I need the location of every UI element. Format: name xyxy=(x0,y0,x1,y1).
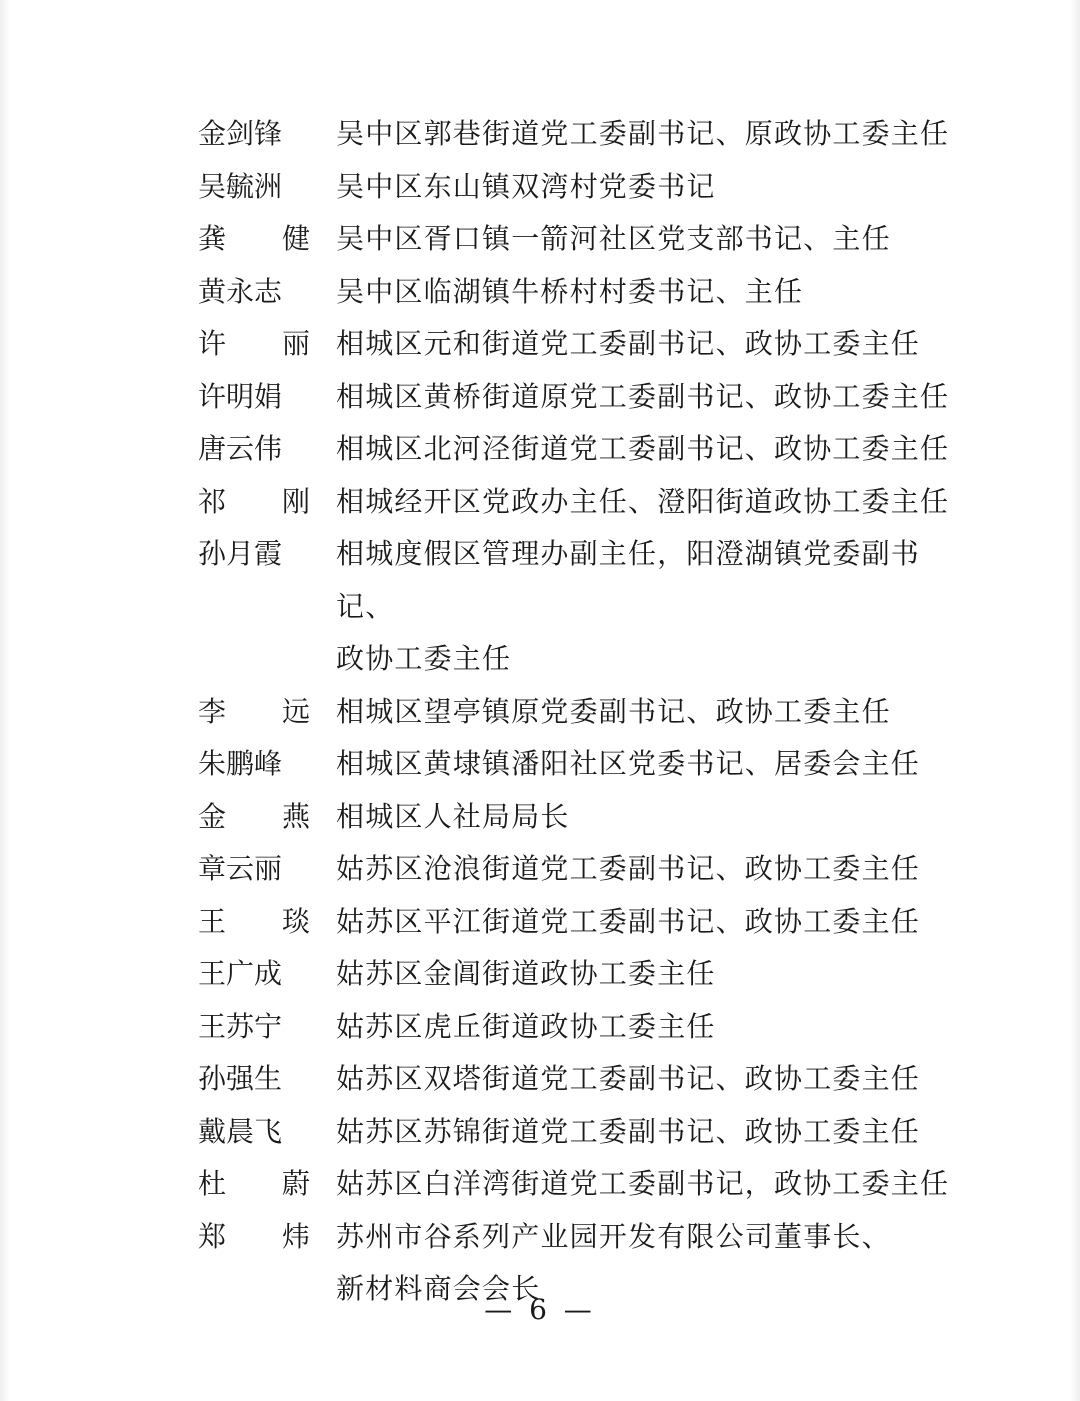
list-item xyxy=(198,108,958,161)
member-name: 朱鹏峰 xyxy=(198,747,283,780)
member-name: 杜 蔚 xyxy=(198,1167,310,1200)
member-name: 吴毓洲 xyxy=(198,169,283,203)
member-title: 姑苏区平江街道党工委副书记、政协工委主任 xyxy=(336,904,921,938)
page-edge-left xyxy=(0,0,10,1401)
member-name: 唐云伟 xyxy=(198,432,283,465)
member-name: 许明娟 xyxy=(198,379,283,413)
member-title: 吴中区郭巷街道党工委副书记、原政协工委主任 xyxy=(336,117,950,150)
member-name: 许 丽 xyxy=(198,327,310,360)
list-item xyxy=(198,161,958,214)
list-item xyxy=(198,266,958,319)
member-title: 相城经开区党政办主任、澄阳街道政协工委主任 xyxy=(336,484,950,518)
list-item xyxy=(198,1001,958,1054)
member-title: 相城度假区管理办副主任，阳澄湖镇党委副书记、 政协工委主任 xyxy=(336,537,921,675)
list-item xyxy=(198,318,958,371)
member-title: 姑苏区双塔街道党工委副书记、政协工委主任 xyxy=(336,1062,921,1095)
page-number: — 6 — xyxy=(484,1293,596,1326)
member-name: 祁 刚 xyxy=(198,484,310,518)
list-item xyxy=(198,423,958,476)
list-item xyxy=(198,948,958,1001)
member-title: 吴中区东山镇双湾村党委书记 xyxy=(336,169,716,203)
page-edge-right xyxy=(1070,0,1080,1401)
list-item xyxy=(198,738,958,791)
member-title: 相城区望亭镇原党委副书记、政协工委主任 xyxy=(336,694,891,728)
list-item xyxy=(198,1053,958,1106)
member-title: 姑苏区虎丘街道政协工委主任 xyxy=(336,1009,716,1043)
member-title: 吴中区胥口镇一箭河社区党支部书记、主任 xyxy=(336,222,891,255)
member-name: 孙月霞 xyxy=(198,537,283,570)
member-name: 郑 炜 xyxy=(198,1219,310,1253)
member-title: 吴中区临湖镇牛桥村村委书记、主任 xyxy=(336,274,804,308)
member-title: 姑苏区苏锦街道党工委副书记、政协工委主任 xyxy=(336,1114,921,1148)
list-item xyxy=(198,1158,958,1211)
list-item xyxy=(198,476,958,529)
list-item xyxy=(198,1106,958,1159)
list-item xyxy=(198,896,958,949)
member-list xyxy=(198,108,958,1316)
list-item xyxy=(198,213,958,266)
member-title: 相城区黄埭镇潘阳社区党委书记、居委会主任 xyxy=(336,747,921,780)
member-title: 姑苏区白洋湾街道党工委副书记，政协工委主任 xyxy=(336,1167,950,1200)
member-name: 章云丽 xyxy=(198,852,283,885)
member-title: 姑苏区金阊街道政协工委主任 xyxy=(336,957,716,990)
member-name: 戴晨飞 xyxy=(198,1114,283,1148)
member-name: 金 燕 xyxy=(198,799,310,833)
member-title: 相城区人社局局长 xyxy=(336,799,570,833)
member-name: 黄永志 xyxy=(198,274,283,308)
member-name: 龚 健 xyxy=(198,222,310,255)
list-item xyxy=(198,686,958,739)
member-title: 相城区元和街道党工委副书记、政协工委主任 xyxy=(336,327,921,360)
member-title: 姑苏区沧浪街道党工委副书记、政协工委主任 xyxy=(336,852,921,885)
member-name: 王广成 xyxy=(198,957,283,990)
member-title: 相城区北河泾街道党工委副书记、政协工委主任 xyxy=(336,432,950,465)
member-title: 苏州市谷系列产业园开发有限公司董事长、 新材料商会会长 xyxy=(336,1219,891,1305)
list-item xyxy=(198,371,958,424)
member-title: 相城区黄桥街道原党工委副书记、政协工委主任 xyxy=(336,379,950,413)
list-item xyxy=(198,528,958,686)
member-name: 李 远 xyxy=(198,694,310,728)
list-item xyxy=(198,791,958,844)
member-name: 金剑锋 xyxy=(198,117,283,150)
member-name: 孙强生 xyxy=(198,1062,283,1095)
member-name: 王苏宁 xyxy=(198,1009,283,1043)
member-name: 王 琰 xyxy=(198,904,310,938)
list-item xyxy=(198,843,958,896)
